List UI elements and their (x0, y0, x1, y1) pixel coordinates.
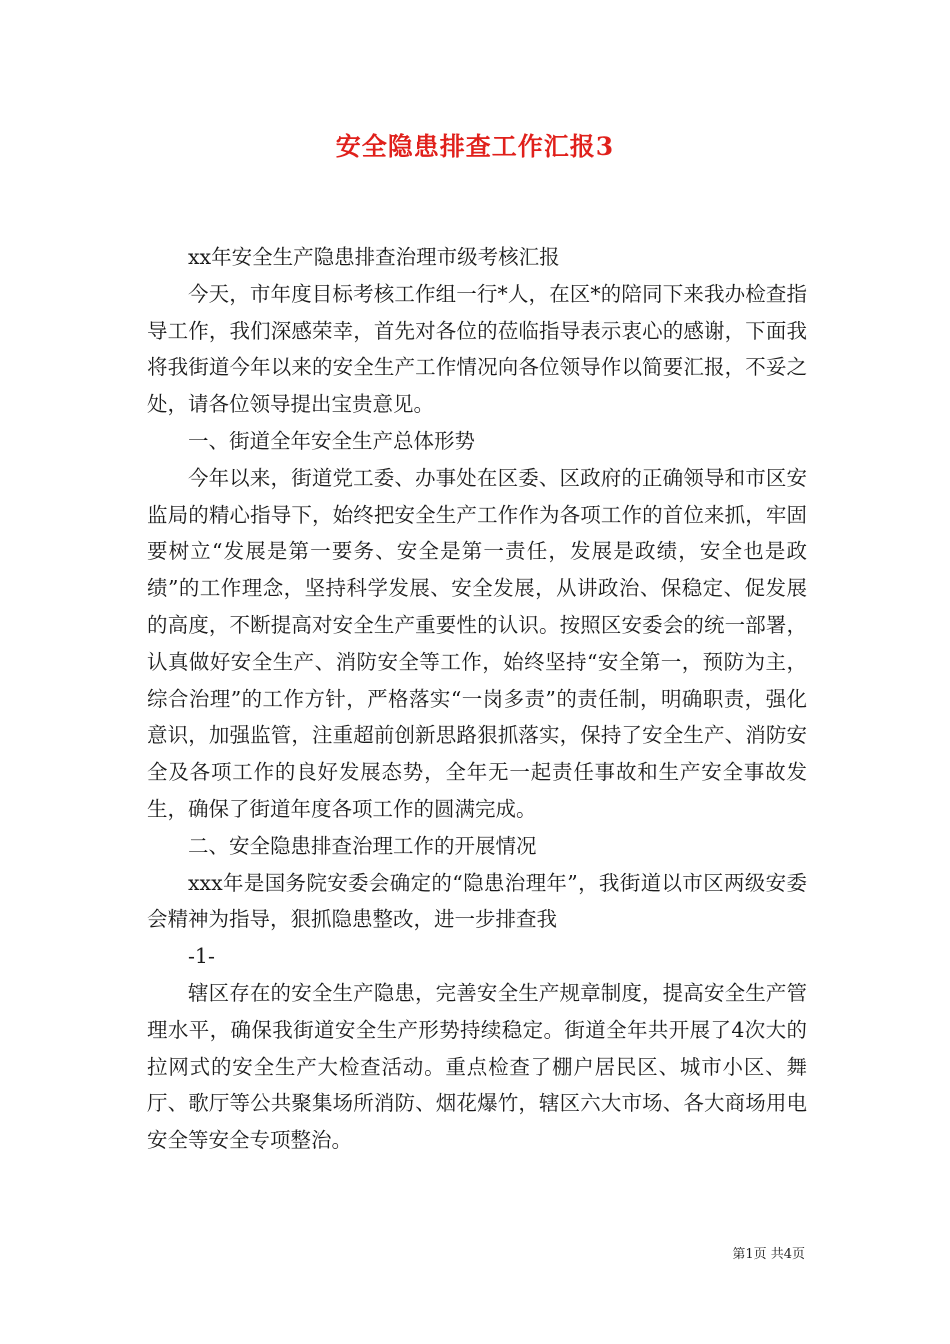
report-subtitle: xx年安全生产隐患排查治理市级考核汇报 (188, 245, 560, 269)
document-body (147, 239, 807, 1159)
inline-page-marker: -1- (188, 944, 215, 969)
page-number-footer: 第1页 共4页 (732, 1247, 805, 1262)
section-2-paragraph: xxx年是国务院安委会确定的“隐患治理年”，我街道以市区两级安委会精神为指导，狠抓隐患整改，进一步排查我 (147, 870, 807, 932)
section-1-paragraph: 今年以来，街道党工委、办事处在区委、区政府的正确领导和市区安监局的精心指导下，始终把安全生产工作作为各项工作的首位来抓，牢固要树立“发展是第一要务、安全是第一责任，发展是政绩，安全也是政绩”的工作理念，坚持科学发展、安全发展，从讲政治、保稳定、促发展的高度，不断提高对安全生产重要性的认识。按照区安委会的统一部署，认真做好安全生产、消防安全等工作，始终坚持“安全第一，预防为主，综合治理”的工作方针，严格落实“一岗多责”的责任制，明确职责，强化意识，加强监管，注重超前创新思路狠抓落实，保持了安全生产、消防安全及各项工作的良好发展态势，全年无一起责任事故和生产安全事故发生，确保了街道年度各项工作的圆满完成。 (147, 465, 807, 821)
section-2-continued-paragraph: 辖区存在的安全生产隐患，完善安全生产规章制度，提高安全生产管理水平，确保我街道安全生产形势持续稳定。街道全年共开展了4次大的拉网式的安全生产大检查活动。重点检查了棚户居民区、城市小区、舞厅、歌厅等公共聚集场所消防、烟花爆竹，辖区六大市场、各大商场用电安全等安全专项整治。 (147, 980, 807, 1153)
document-title: 安全隐患排查工作汇报3 (335, 132, 615, 161)
section-heading-1: 一、街道全年安全生产总体形势 (188, 428, 475, 453)
intro-paragraph: 今天，市年度目标考核工作组一行*人，在区*的陪同下来我办检查指导工作，我们深感荣幸，首先对各位的莅临指导表示衷心的感谢，下面我将我街道今年以来的安全生产工作情况向各位领导作以简要汇报，不妥之处，请各位领导提出宝贵意见。 (147, 281, 807, 417)
section-heading-2: 二、安全隐患排查治理工作的开展情况 (188, 833, 537, 858)
